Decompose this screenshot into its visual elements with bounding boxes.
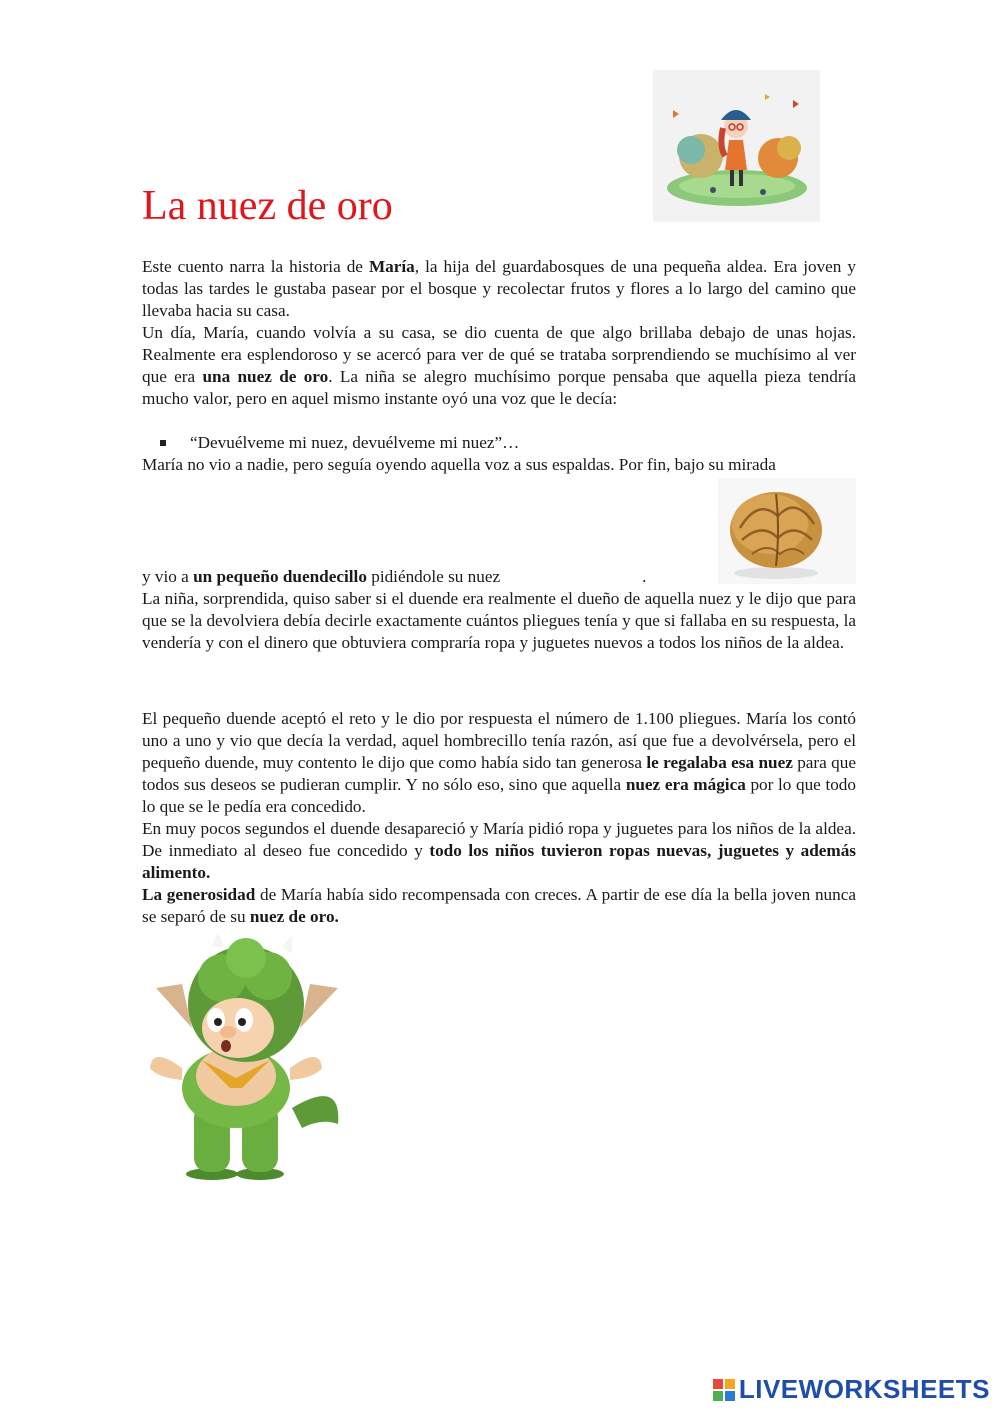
liveworksheets-logo xyxy=(713,1374,990,1405)
paragraph-2: Un día, María, cuando volvía a su casa, se dio cuenta de que algo brillaba debajo de unas hojas. Realmente era esplendoroso y se acercó para ver de qué se trataba sorprendiendo se muchísimo al ver que era una nuez de oro. La niña se alegro muchísimo porque pensaba que aquella pieza tendría mucho valor, pero en aquel mismo instante oyó una voz que le decía: xyxy=(142,323,856,408)
paragraph-6: El pequeño duende aceptó el reto y le dio por respuesta el número de 1.100 pliegues. María los contó uno a uno y vio que decía la verdad, aquel hombrecillo tenía razón, así que fue a devolvérsela, pero el pequeño duende, muy contento le dijo que como había sido tan generosa le regalaba esa nuez para que todos sus deseos se pudieran cumplir. Y no sólo eso, sino que aquella nuez era mágica por lo que todo lo que se le pedía era concedido. xyxy=(142,709,856,816)
story-block-2 xyxy=(142,588,856,654)
highlight-gift-nut: le regalaba esa nuez xyxy=(646,753,793,772)
highlight-golden-nut: una nuez de oro xyxy=(202,367,329,386)
paragraph-3: María no vio a nadie, pero seguía oyendo aquella voz a sus espaldas. Por fin, bajo su mirada xyxy=(142,455,776,474)
paragraph-1: Este cuento narra la historia de María, la hija del guardabosques de una pequeña aldea. Era joven y todas las tardes le gustaba pasear por el bosque y recolectar frutos y flores a lo largo del camino que llevaba hacia su casa. xyxy=(142,257,856,320)
story-block-3 xyxy=(142,708,856,928)
bullet-text: “Devuélveme mi nuez, devuélveme mi nuez”… xyxy=(190,433,520,452)
highlight-goblin: un pequeño duendecillo xyxy=(193,567,367,586)
paragraph-7: En muy pocos segundos el duende desapareció y María pidió ropa y juguetes para los niños de la aldea. De inmediato al deseo fue concedido y todo los niños tuvieron ropas nuevas, juguetes y además alimento. xyxy=(142,819,856,882)
name-maria: María xyxy=(368,257,415,276)
walnut-image xyxy=(718,478,856,584)
highlight-golden-nut-end: nuez de oro. xyxy=(249,907,339,926)
story-block-1 xyxy=(142,256,856,410)
bullet-square-icon xyxy=(160,440,166,446)
page-title: La nuez de oro xyxy=(142,183,393,229)
logo-badge-icon xyxy=(713,1379,735,1401)
goblin-illustration xyxy=(142,928,352,1180)
girl-illustration xyxy=(653,70,820,222)
paragraph-5: La niña, sorprendida, quiso saber si el duende era realmente el dueño de aquella nuez y le dijo que para que se la devolviera debía decirle exactamente cuántos pliegues tenía y que si fallaba en su respuesta, la vendería y con el dinero que obtuviera compraría ropa y juguetes nuevos a todos los niños de la aldea. xyxy=(142,589,856,652)
paragraph-4: y vio a un pequeño duendecillo pidiéndole su nuez . xyxy=(142,567,647,586)
bullet-item xyxy=(160,432,519,454)
logo-text: LIVEWORKSHEETS xyxy=(738,1374,990,1404)
highlight-new-clothes: todo los niños tuvieron ropas nuevas, juguetes y además alimento. xyxy=(142,841,856,882)
paragraph-8: La generosidad de María había sido recompensada con creces. A partir de ese día la bella joven nunca se separó de su nuez de oro. xyxy=(142,885,856,926)
highlight-magic-nut: nuez era mágica xyxy=(625,775,746,794)
highlight-generosity: La generosidad xyxy=(142,885,256,904)
